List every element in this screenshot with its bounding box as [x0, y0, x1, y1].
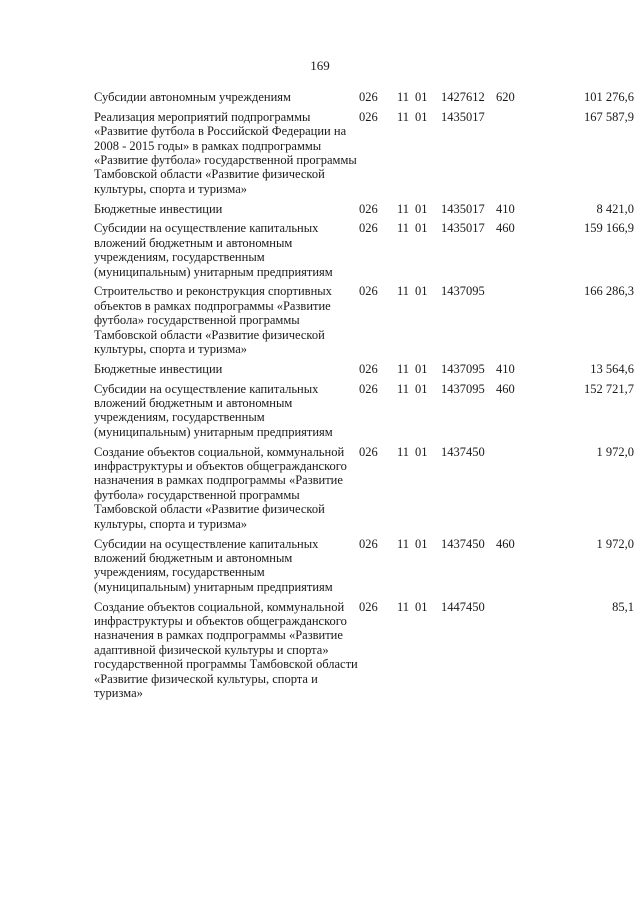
row-expense-type: 410 [496, 201, 515, 216]
row-subsection-code: 01 [415, 599, 428, 614]
row-description: Создание объектов социальной, коммунальной инфраструктуры и объектов общегражданского назначения в рамках подпрограммы «Развитие футбола» государственной программы Тамбовской области «Развитие физической культуры, спорта и туризма» [94, 444, 347, 531]
table-row [94, 202, 634, 222]
row-expense-type: 460 [496, 381, 515, 396]
row-section-code: 11 [397, 444, 410, 459]
row-description: Субсидии автономным учреждениям [94, 90, 291, 104]
row-expense-type [496, 110, 544, 202]
row-amount: 85,1 [612, 599, 634, 614]
row-description: Строительство и реконструкция спортивных объектов в рамках подпрограммы «Развитие футбола» государственной программы Тамбовской области «Развитие физической культуры, спорта и туризма» [94, 284, 332, 357]
row-description: Субсидии на осуществление капитальных вложений бюджетным и автономным учреждениям, государственным (муниципальным) унитарным предприятиям [94, 221, 333, 279]
row-expense-type [496, 600, 544, 706]
row-section-code: 11 [397, 221, 410, 236]
row-description: Реализация мероприятий подпрограммы «Развитие футбола в Российской Федерации на 2008 - 2015 годы» в рамках подпрограммы «Развитие футбола» государственной программы Тамбовской области «Развитие физической культуры, спорта и туризма» [94, 109, 357, 196]
row-target-article: 1435017 [441, 109, 485, 124]
row-expense-type: 620 [496, 90, 515, 104]
row-description: Субсидии на осуществление капитальных вложений бюджетным и автономным учреждениям, государственным (муниципальным) унитарным предприятиям [94, 536, 333, 594]
row-section-code: 11 [397, 284, 410, 299]
row-subsection-code: 01 [415, 444, 428, 459]
row-section-code: 11 [397, 599, 410, 614]
budget-table [94, 90, 634, 706]
row-expense-type [496, 445, 544, 537]
row-section-code: 11 [397, 90, 410, 104]
row-subsection-code: 01 [415, 90, 428, 104]
row-section-code: 11 [397, 201, 410, 216]
row-amount: 152 721,7 [584, 381, 634, 396]
table-row [94, 600, 634, 706]
row-expense-type: 460 [496, 221, 515, 236]
row-section-code: 11 [397, 536, 410, 551]
row-ministry-code: 026 [359, 90, 378, 104]
row-subsection-code: 01 [415, 109, 428, 124]
row-target-article: 1437095 [441, 361, 485, 376]
row-section-code: 11 [397, 381, 410, 396]
row-description: Бюджетные инвестиции [94, 201, 223, 216]
row-description: Создание объектов социальной, коммунальной инфраструктуры и объектов общегражданского назначения в рамках подпрограммы «Развитие адаптивной физической культуры и спорта» государственной программы Тамбовской области «Развитие физической культуры, спорта и туризма» [94, 599, 358, 700]
row-ministry-code: 026 [359, 536, 378, 551]
row-ministry-code: 026 [359, 444, 378, 459]
row-ministry-code: 026 [359, 221, 378, 236]
table-row [94, 90, 634, 110]
row-target-article: 1437450 [441, 444, 485, 459]
row-amount: 166 286,3 [584, 284, 634, 299]
row-ministry-code: 026 [359, 284, 378, 299]
row-ministry-code: 026 [359, 109, 378, 124]
table-row [94, 537, 634, 600]
row-section-code: 11 [397, 109, 410, 124]
row-target-article: 1435017 [441, 221, 485, 236]
row-subsection-code: 01 [415, 381, 428, 396]
row-subsection-code: 01 [415, 201, 428, 216]
row-ministry-code: 026 [359, 361, 378, 376]
row-amount: 101 276,6 [584, 90, 634, 104]
table-row [94, 284, 634, 361]
row-amount: 1 972,0 [596, 536, 634, 551]
row-expense-type: 460 [496, 536, 515, 551]
row-amount: 13 564,6 [590, 361, 634, 376]
row-amount: 167 587,9 [584, 109, 634, 124]
row-target-article: 1437095 [441, 381, 485, 396]
row-description: Бюджетные инвестиции [94, 361, 223, 376]
table-row [94, 445, 634, 537]
row-amount: 1 972,0 [596, 444, 634, 459]
row-amount: 159 166,9 [584, 221, 634, 236]
row-target-article: 1435017 [441, 201, 485, 216]
row-target-article: 1437095 [441, 284, 485, 299]
table-row [94, 221, 634, 284]
row-expense-type [496, 284, 544, 361]
table-row [94, 362, 634, 382]
row-subsection-code: 01 [415, 361, 428, 376]
row-target-article: 1437450 [441, 536, 485, 551]
row-ministry-code: 026 [359, 381, 378, 396]
row-subsection-code: 01 [415, 284, 428, 299]
row-expense-type: 410 [496, 361, 515, 376]
table-row [94, 382, 634, 445]
row-target-article: 1427612 [441, 90, 485, 104]
row-subsection-code: 01 [415, 221, 428, 236]
row-subsection-code: 01 [415, 536, 428, 551]
row-description: Субсидии на осуществление капитальных вложений бюджетным и автономным учреждениям, государственным (муниципальным) унитарным предприятиям [94, 381, 333, 439]
page-number: 169 [310, 58, 330, 73]
row-ministry-code: 026 [359, 201, 378, 216]
table-row [94, 110, 634, 202]
row-section-code: 11 [397, 361, 410, 376]
row-amount: 8 421,0 [596, 201, 634, 216]
row-target-article: 1447450 [441, 599, 485, 614]
row-ministry-code: 026 [359, 599, 378, 614]
